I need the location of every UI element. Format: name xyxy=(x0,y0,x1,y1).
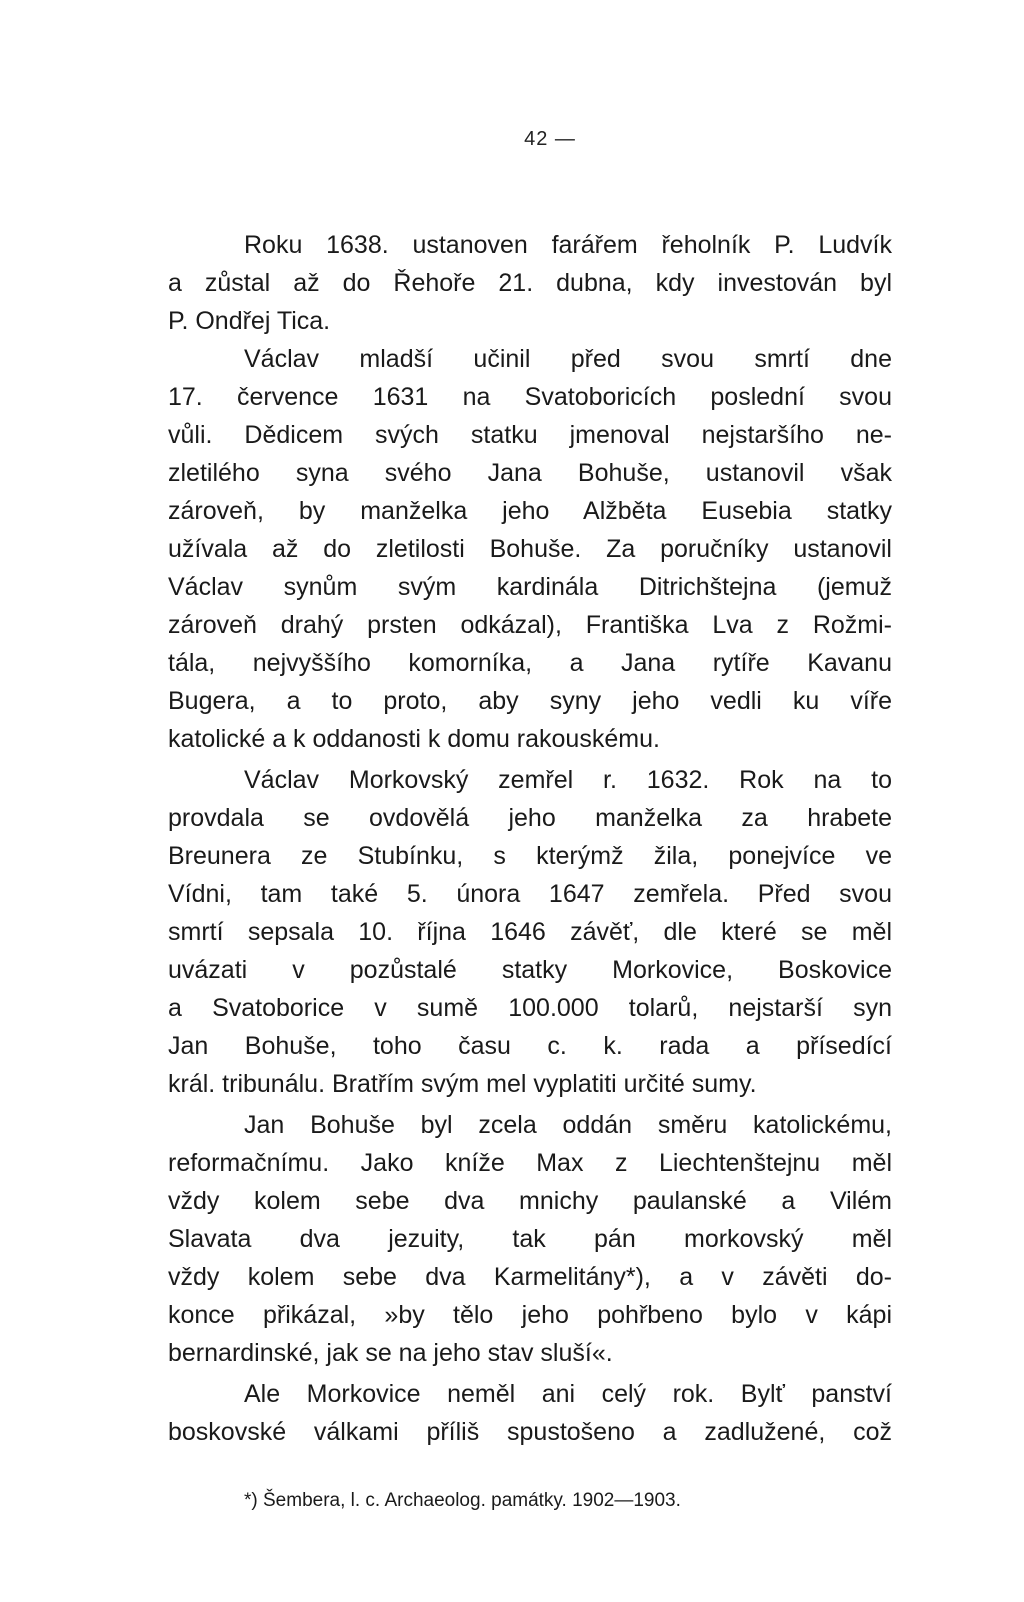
text-line: Václav synům svým kardinála Ditrichštejna (jemuž xyxy=(168,573,892,601)
text-line: král. tribunálu. Bratřím svým mel vyplatiti určité sumy. xyxy=(168,1070,757,1098)
text-line: a zůstal až do Řehoře 21. dubna, kdy investován byl xyxy=(168,269,892,297)
text-line: katolické a k oddanosti k domu rakouskému. xyxy=(168,725,660,753)
text-line: Jan Bohuše byl zcela oddán směru katolickému, xyxy=(244,1111,892,1139)
text-line: Václav Morkovský zemřel r. 1632. Rok na to xyxy=(244,766,892,794)
text-line: vždy kolem sebe dva mnichy paulanské a Vilém xyxy=(168,1187,892,1215)
text-line: Roku 1638. ustanoven farářem řeholník P. Ludvík xyxy=(244,231,892,259)
text-line: zletilého syna svého Jana Bohuše, ustanovil však xyxy=(168,459,892,487)
text-line: boskovské válkami příliš spustošeno a zadlužené, což xyxy=(168,1418,892,1446)
text-line: vždy kolem sebe dva Karmelitány*), a v závěti do- xyxy=(168,1263,892,1291)
text-line: bernardinské, jak se na jeho stav sluší«. xyxy=(168,1339,613,1367)
page-number: 42 — xyxy=(524,128,576,150)
text-line: tála, nejvyššího komorníka, a Jana rytíře Kavanu xyxy=(168,649,892,677)
text-line: P. Ondřej Tica. xyxy=(168,307,331,335)
footnote: *) Šembera, l. c. Archaeolog. památky. 1902—1903. xyxy=(244,1490,681,1511)
text-line: zároveň, by manželka jeho Alžběta Eusebia statky xyxy=(168,497,892,525)
text-line: uvázati v pozůstalé statky Morkovice, Boskovice xyxy=(168,956,892,984)
text-line: Václav mladší učinil před svou smrtí dne xyxy=(244,345,892,373)
text-line: a Svatoborice v sumě 100.000 tolarů, nejstarší syn xyxy=(168,994,892,1022)
text-line: Vídni, tam také 5. února 1647 zemřela. Před svou xyxy=(168,880,892,908)
text-line: reformačnímu. Jako kníže Max z Liechtenštejnu měl xyxy=(168,1149,892,1177)
text-line: Jan Bohuše, toho času c. k. rada a přísedící xyxy=(168,1032,892,1060)
text-line: smrtí sepsala 10. října 1646 závěť, dle které se měl xyxy=(168,918,892,946)
text-line: Slavata dva jezuity, tak pán morkovský měl xyxy=(168,1225,892,1253)
text-line: Ale Morkovice neměl ani celý rok. Bylť panství xyxy=(244,1380,892,1408)
text-line: konce přikázal, »by tělo jeho pohřbeno bylo v kápi xyxy=(168,1301,892,1329)
text-line: provdala se ovdovělá jeho manželka za hrabete xyxy=(168,804,892,832)
text-line: Bugera, a to proto, aby syny jeho vedli ku víře xyxy=(168,687,892,715)
text-line: Breunera ze Stubínku, s kterýmž žila, ponejvíce ve xyxy=(168,842,892,870)
text-line: zároveň drahý prsten odkázal), Františka Lva z Rožmi- xyxy=(168,611,892,639)
text-line: užívala až do zletilosti Bohuše. Za poručníky ustanovil xyxy=(168,535,892,563)
text-line: 17. července 1631 na Svatoboricích poslední svou xyxy=(168,383,892,411)
text-line: vůli. Dědicem svých statku jmenoval nejstaršího ne- xyxy=(168,421,892,449)
